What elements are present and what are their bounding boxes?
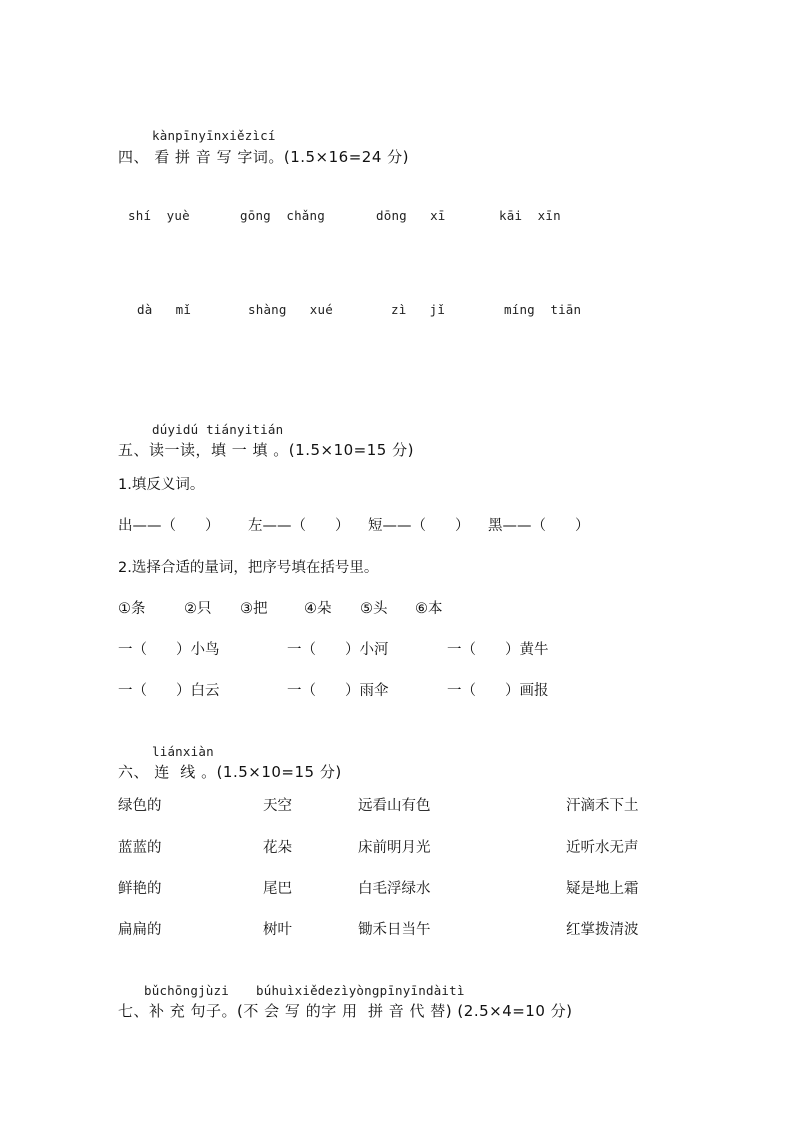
question-1-label: 1.填反义词。 xyxy=(118,477,205,493)
section6-title: 六、 连 线 。(1.5×10=15 分) xyxy=(118,763,342,781)
pinyin-item: gōng chǎng xyxy=(240,208,325,223)
match-verse: 汗滴禾下土 xyxy=(566,798,639,814)
section7-pinyin-left: bǔchōngjùzi xyxy=(144,983,229,998)
measure-item: 一（ ）小河 xyxy=(287,642,389,658)
match-word: 蓝蓝的 xyxy=(118,840,162,856)
pinyin-item: shàng xué xyxy=(248,302,333,317)
measure-item: 一（ ）雨伞 xyxy=(287,683,389,699)
antonym-item: 短——（ ） xyxy=(368,518,470,534)
option-item: ②只 xyxy=(184,601,212,617)
pinyin-item: míng tiān xyxy=(504,302,582,317)
match-verse: 白毛浮绿水 xyxy=(358,881,431,897)
match-verse: 锄禾日当午 xyxy=(358,922,431,938)
match-word: 尾巴 xyxy=(263,881,292,897)
section6-pinyin: liánxiàn xyxy=(152,744,214,759)
measure-item: 一（ ）画报 xyxy=(447,683,549,699)
pinyin-item: dà mǐ xyxy=(137,302,192,317)
option-item: ⑥本 xyxy=(415,601,443,617)
measure-item: 一（ ）小鸟 xyxy=(118,642,220,658)
antonym-item: 左——（ ） xyxy=(248,518,350,534)
pinyin-item: kāi xīn xyxy=(499,208,561,223)
antonym-item: 出——（ ） xyxy=(118,518,220,534)
section4-pinyin: kànpīnyīnxiězìcí xyxy=(152,128,276,143)
section7-title: 七、补 充 句子。(不 会 写 的字 用 拼 音 代 替) (2.5×4=10 分) xyxy=(118,1002,573,1020)
match-word: 天空 xyxy=(263,798,292,814)
pinyin-item: zì jǐ xyxy=(391,302,446,317)
section5-title: 五、读一读，填 一 填 。(1.5×10=15 分) xyxy=(118,441,414,459)
pinyin-item: dōng xī xyxy=(376,208,446,223)
section7-pinyin-right: búhuìxiědezìyòngpīnyīndàitì xyxy=(256,983,465,998)
option-item: ①条 xyxy=(118,601,146,617)
section4-title: 四、 看 拼 音 写 字词。(1.5×16=24 分) xyxy=(118,148,409,166)
antonym-item: 黑——（ ） xyxy=(488,518,590,534)
match-word: 鲜艳的 xyxy=(118,881,162,897)
measure-item: 一（ ）白云 xyxy=(118,683,220,699)
match-word: 树叶 xyxy=(263,922,292,938)
match-verse: 远看山有色 xyxy=(358,798,431,814)
measure-item: 一（ ）黄牛 xyxy=(447,642,549,658)
pinyin-item: shí yuè xyxy=(128,208,190,223)
match-word: 花朵 xyxy=(263,840,292,856)
match-verse: 近听水无声 xyxy=(566,840,639,856)
question-2-label: 2.选择合适的量词，把序号填在括号里。 xyxy=(118,560,379,576)
match-verse: 床前明月光 xyxy=(358,840,431,856)
section5-pinyin: dúyidú tiányitián xyxy=(152,422,284,437)
match-verse: 红掌拨清波 xyxy=(566,922,639,938)
match-verse: 疑是地上霜 xyxy=(566,881,639,897)
option-item: ⑤头 xyxy=(360,601,388,617)
option-item: ③把 xyxy=(240,601,268,617)
match-word: 绿色的 xyxy=(118,798,162,814)
option-item: ④朵 xyxy=(304,601,332,617)
match-word: 扁扁的 xyxy=(118,922,162,938)
